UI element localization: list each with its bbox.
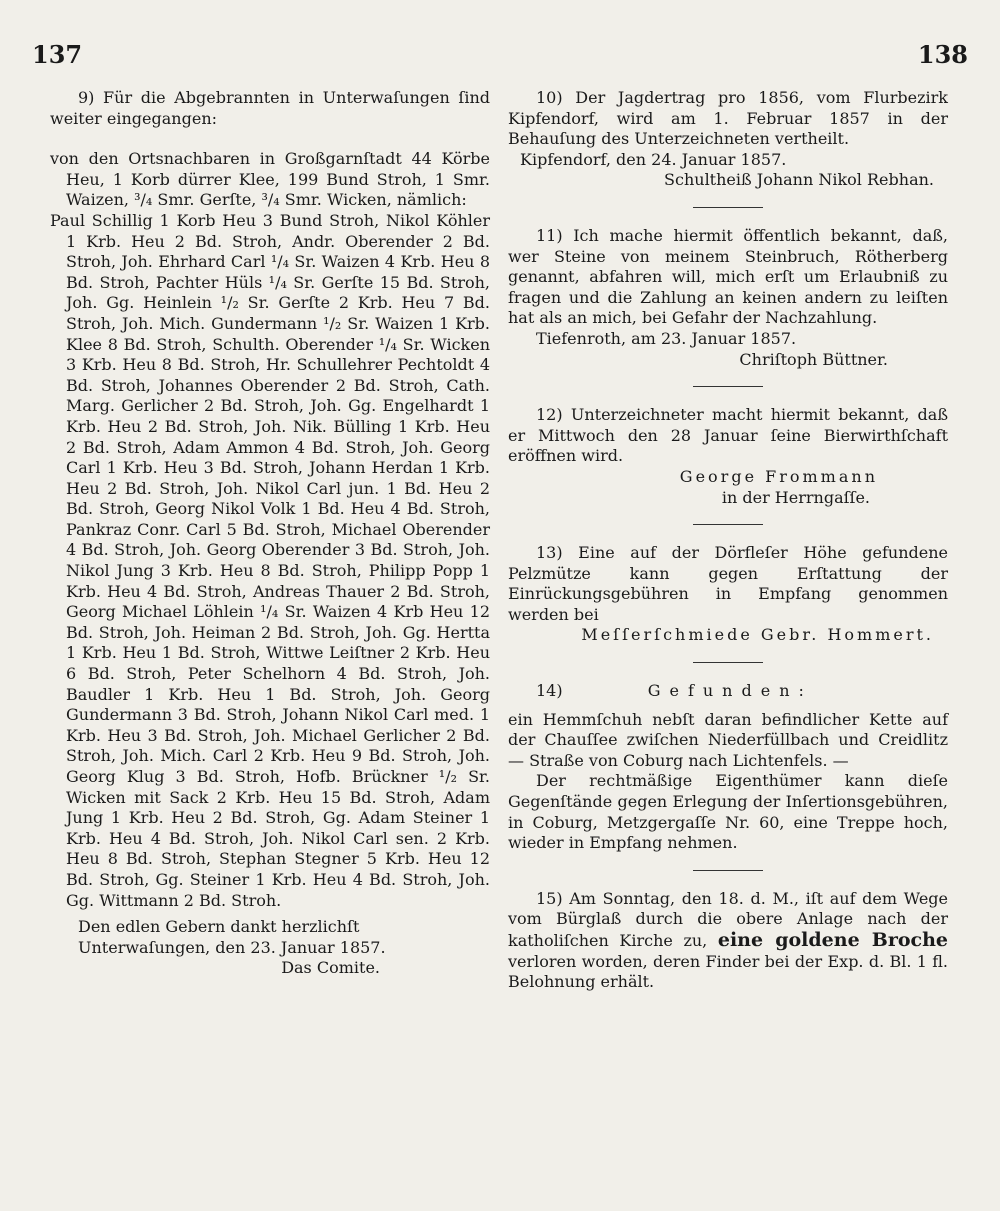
notice-15-highlight: eine goldene Broche xyxy=(717,929,949,951)
notice-11-place-date: Tiefenroth, am 23. Januar 1857. xyxy=(536,328,797,348)
notice-14-text-2: Der rechtmäßige Eigenthümer kann dieſe Gegenſtände gegen Erlegung der Inſertionsgebühren, in Coburg, Metzgergaſſe Nr. 60, eine Treppe hoch, wieder in Empfang nehmen. xyxy=(508,771,948,853)
notice-9-heading: 9) Für die Abgebrannten in Unterwaſungen ſind weiter eingegangen: xyxy=(50,88,490,128)
notice-15-text-a: 15) Am Sonntag, den 18. d. M., iſt auf dem Wege vom Bürglaß durch die obere Anlage nach der katholiſchen Kirche zu, xyxy=(508,888,948,950)
notice-11-signature: Chriſtoph Büttner. xyxy=(739,349,888,369)
notice-12-text: 12) Unterzeichneter macht hiermit bekannt, daß er Mittwoch den 28 Januar ſeine Bierwirthſchaft eröffnen wird. xyxy=(508,405,948,466)
page-number-left: 137 xyxy=(32,40,83,69)
notice-10-text: 10) Der Jagdertrag pro 1856, vom Flurbezirk Kipfendorf, wird am 1. Februar 1857 in der Behauſung des Unterzeichneten vertheilt. xyxy=(508,88,948,149)
separator-line xyxy=(693,662,763,663)
notice-10-place-date: Kipfendorf, den 24. Januar 1857. xyxy=(520,149,787,169)
notice-13-text: 13) Eine auf der Dörfleſer Höhe gefundene Pelzmütze kann gegen Erſtattung der Einrückungsgebühren in Empfang genommen werden bei xyxy=(508,543,948,624)
notice-12-signature-address: in der Herrngaſſe. xyxy=(721,487,870,507)
separator-line xyxy=(693,524,763,525)
right-column xyxy=(508,88,948,993)
notice-15-text xyxy=(508,889,948,993)
separator-line xyxy=(693,386,763,387)
separator-line xyxy=(693,870,763,871)
notice-15-text-b: verloren worden, deren Finder bei der Exp. d. Bl. 1 fl. Belohnung erhält. xyxy=(508,951,948,992)
notice-9-donor-list: Paul Schillig 1 Korb Heu 3 Bund Stroh, Nikol Köhler 1 Krb. Heu 2 Bd. Stroh, Andr. Oberender 2 Bd. Stroh, Joh. Ehrhard Carl ¹/₄ Sr. Waizen 4 Krb. Heu 8 Bd. Stroh, Pachter Hüls ¹/₄ Sr. Gerſte 15 Bd. Stroh, Joh. Gg. Heinlein ¹/₂ Sr. Gerſte 2 Krb. Heu 7 Bd. Stroh, Joh. Mich. Gundermann ¹/₂ Sr. Waizen 1 Krb. Klee 8 Bd. Stroh, Schulth. Oberender ¹/₄ Sr. Wicken 3 Krb. Heu 8 Bd. Stroh, Hr. Schullehrer Pechtoldt 4 Bd. Stroh, Johannes Oberender 2 Bd. Stroh, Cath. Marg. Gerlicher 2 Bd. Stroh, Joh. Gg. Engelhardt 1 Krb. Heu 2 Bd. Stroh, Joh. Nik. Bülling 1 Krb. Heu 2 Bd. Stroh, Adam Ammon 4 Bd. Stroh, Joh. Georg Carl 1 Krb. Heu 3 Bd. Stroh, Johann Herdan 1 Krb. Heu 2 Bd. Stroh, Joh. Nikol Carl jun. 1 Bd. Heu 2 Bd. Stroh, Georg Nikol Volk 1 Bd. Heu 4 Bd. Stroh, Pankraz Conr. Carl 5 Bd. Stroh, Michael Oberender 4 Bd. Stroh, Joh. Georg Oberender 3 Bd. Stroh, Joh. Nikol Jung 3 Krb. Heu 8 Bd. Stroh, Philipp Popp 1 Krb. Heu 4 Bd. Stroh, Andreas Thauer 2 Bd. Stroh, Georg Michael Löhlein ¹/₄ Sr. Waizen 4 Krb Heu 12 Bd. Stroh, Joh. Heiman 2 Bd. Stroh, Joh. Gg. Hertta 1 Krb. Heu 1 Bd. Stroh, Wittwe Leiſtner 2 Krb. Heu 6 Bd. Stroh, Peter Schelhorn 4 Bd. Stroh, Joh. Baudler 1 Krb. Heu 1 Bd. Stroh, Joh. Georg Gundermann 3 Bd. Stroh, Johann Nikol Carl med. 1 Krb. Heu 3 Bd. Stroh, Joh. Michael Gerlicher 2 Bd. Stroh, Joh. Mich. Carl 2 Krb. Heu 9 Bd. Stroh, Joh. Georg Klug 3 Bd. Stroh, Hofb. Brückner ¹/₂ Sr. Wicken mit Sack 2 Krb. Heu 15 Bd. Stroh, Adam Jung 1 Krb. Heu 2 Bd. Stroh, Gg. Adam Steiner 1 Krb. Heu 4 Bd. Stroh, Joh. Nikol Carl sen. 2 Krb. Heu 8 Bd. Stroh, Stephan Stegner 5 Krb. Heu 12 Bd. Stroh, Gg. Steiner 1 Krb. Heu 4 Bd. Stroh, Joh. Gg. Wittmann 2 Bd. Stroh. xyxy=(50,210,490,910)
notice-14-text-1: ein Hemmſchuh nebſt daran befindlicher Kette auf der Chauſſee zwiſchen Niederfüllbach und Creidlitz — Straße von Coburg nach Lichtenfels. — xyxy=(508,709,948,770)
notice-10-signature: Schultheiß Johann Nikol Rebhan. xyxy=(664,170,934,190)
notice-9-thanks: Den edlen Gebern dankt herzlichſt xyxy=(78,917,360,937)
notice-9-place-date: Unterwaſungen, den 23. Januar 1857. xyxy=(78,937,386,957)
notice-14-title: Gefunden: xyxy=(647,681,813,701)
notice-11-text: 11) Ich mache hiermit öffentlich bekannt, daß, wer Steine von meinem Steinbruch, Rötherberg genannt, abfahren will, mich erſt um Erlaubniß zu fragen und die Zahlung an keinen andern zu leiſten hat als an mich, bei Gefahr der Nachzahlung. xyxy=(508,225,948,328)
notice-14-number: 14) xyxy=(536,681,563,701)
left-column xyxy=(50,88,490,979)
page-number-right: 138 xyxy=(917,40,968,69)
notice-14-heading xyxy=(508,681,948,702)
notice-13-signature: Meſſerſchmiede Gebr. Hommert. xyxy=(581,625,934,645)
separator-line xyxy=(693,207,763,208)
notice-9-intro: von den Ortsnachbaren in Großgarnſtadt 44 Körbe Heu, 1 Korb dürrer Klee, 199 Bund Stroh, 1 Smr. Waizen, ³/₄ Smr. Gerſte, ³/₄ Smr. Wicken, nämlich: xyxy=(50,149,490,210)
notice-9-signature: Das Comite. xyxy=(281,958,380,978)
notice-12-signature-name: George Frommann xyxy=(679,466,878,486)
